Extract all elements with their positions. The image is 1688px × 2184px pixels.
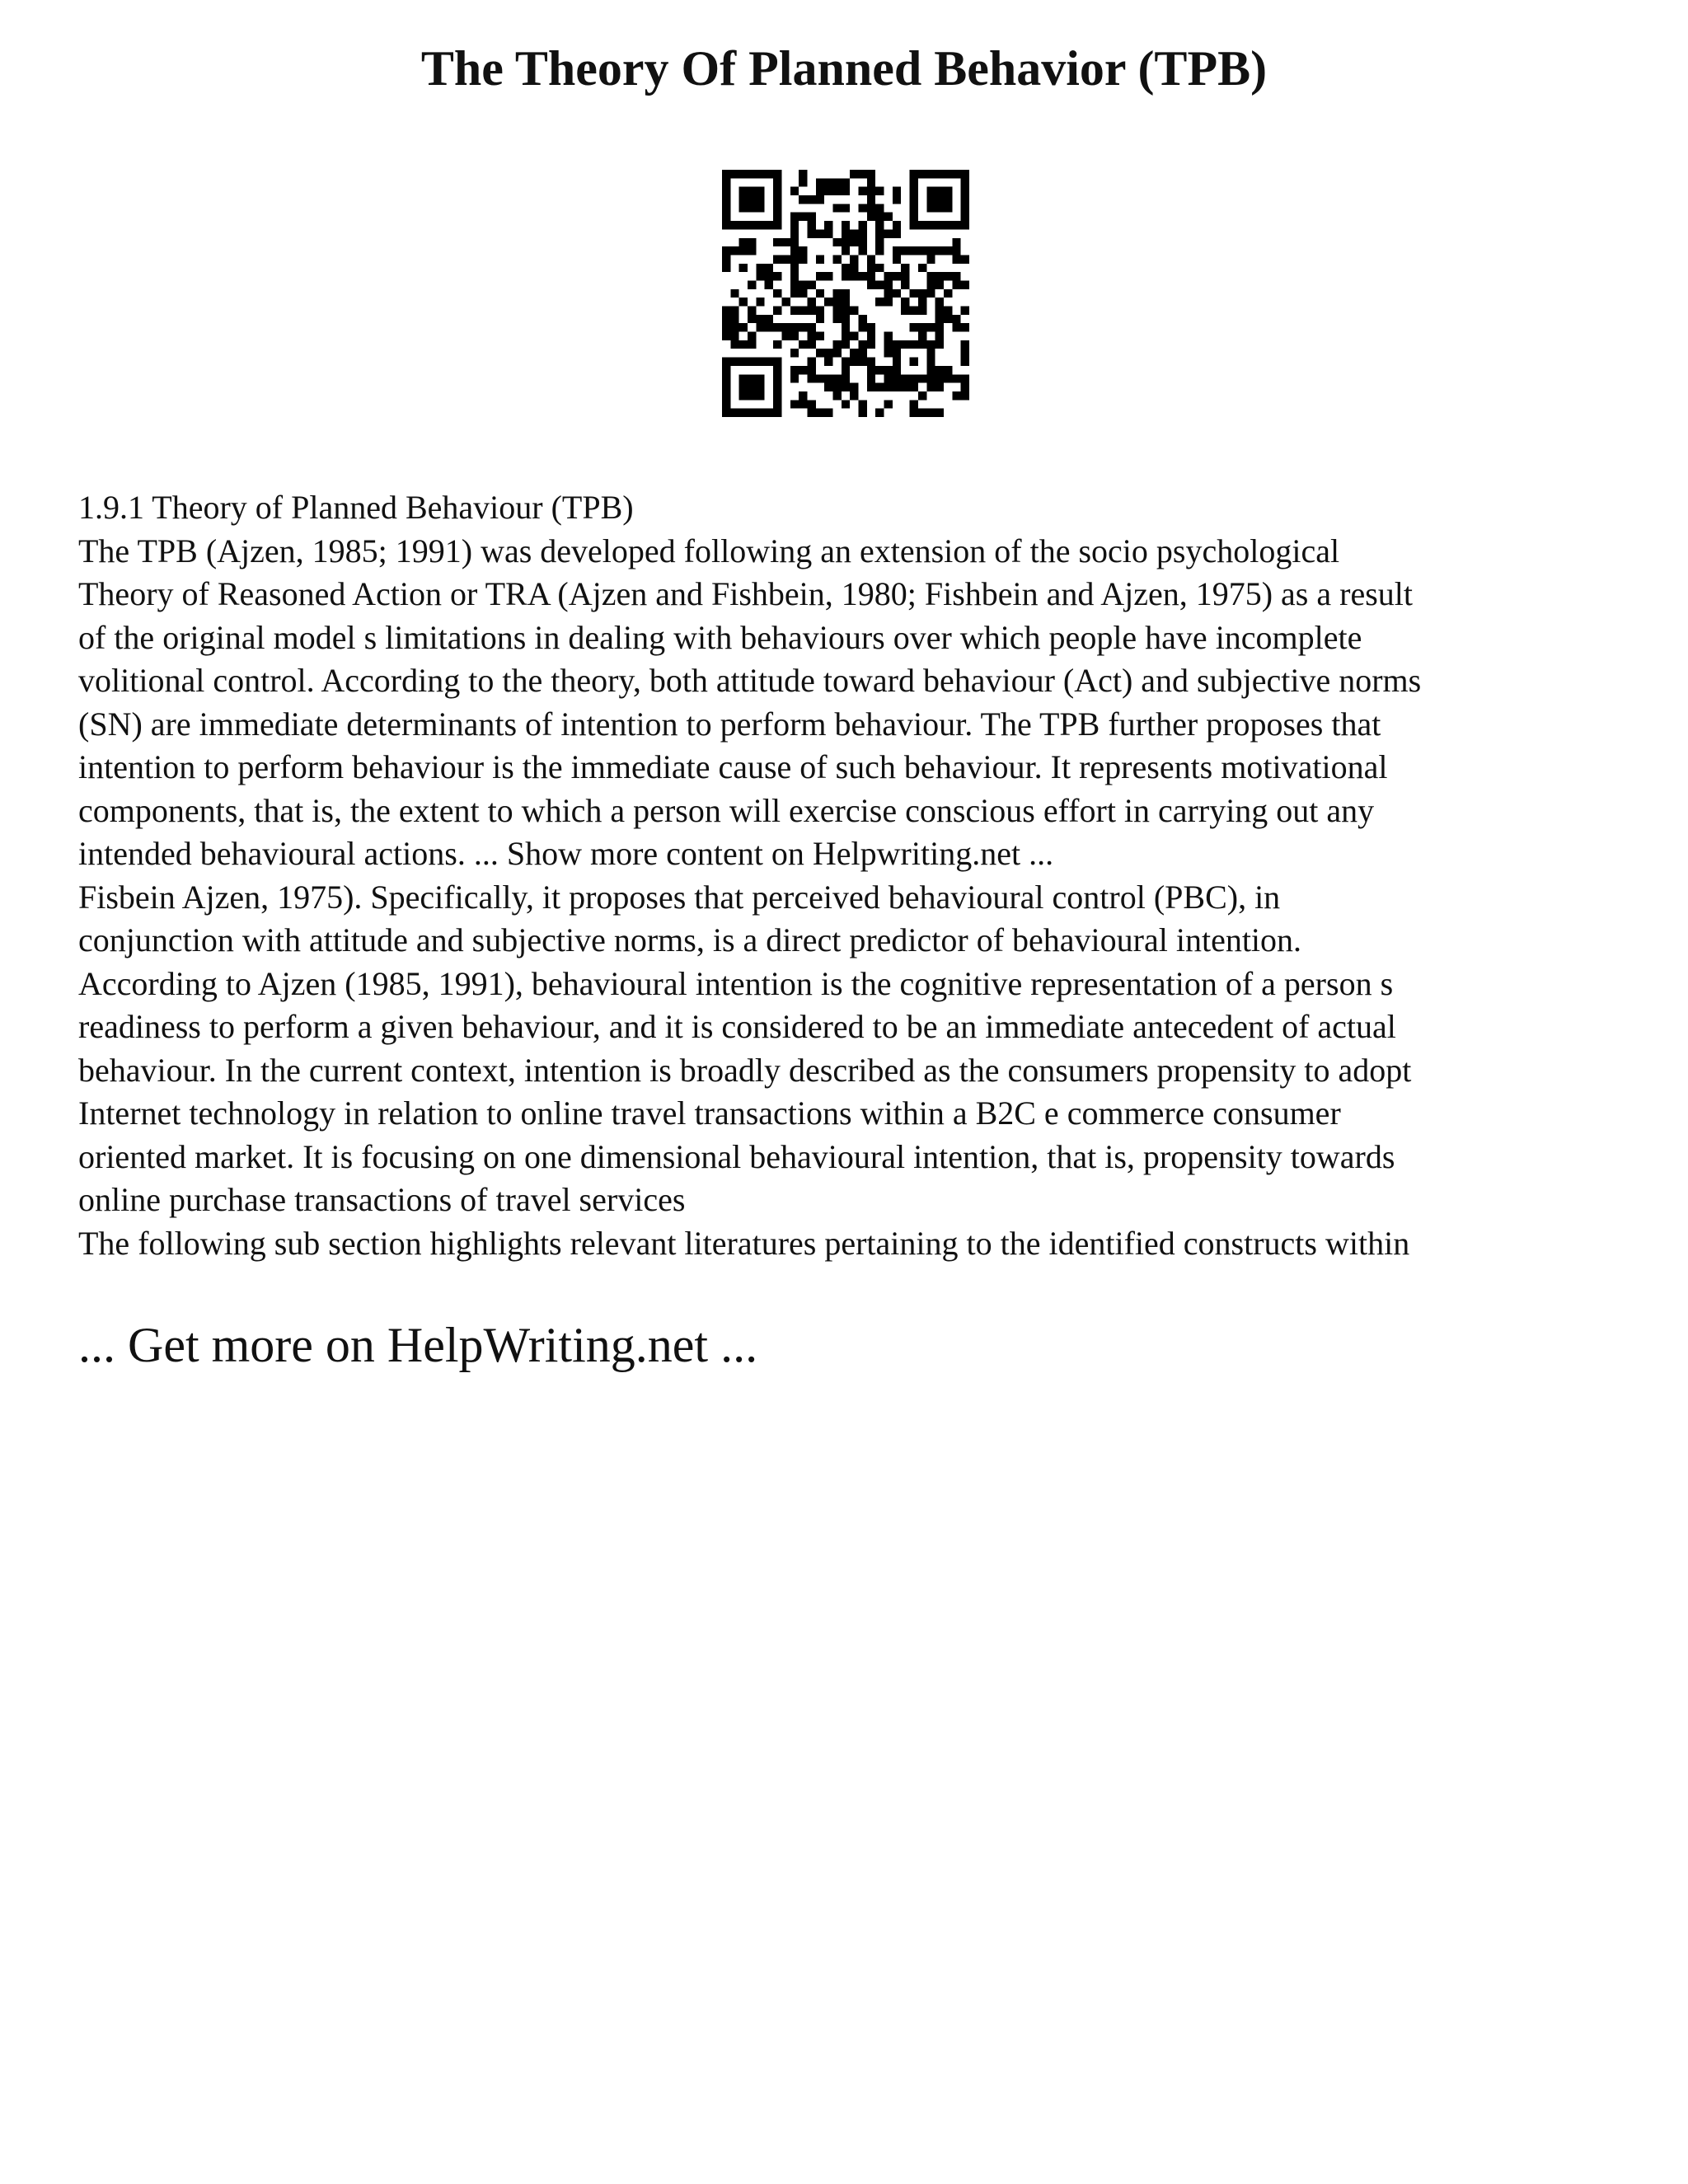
body-line: intended behavioural actions. ... Show more content on Helpwriting.net ... (78, 835, 1054, 872)
body-line: Internet technology in relation to online travel transactions within a B2C e commerce consumer (78, 1094, 1341, 1132)
body-line: conjunction with attitude and subjective norms, is a direct predictor of behavioural intention. (78, 921, 1302, 958)
body-line: The following sub section highlights relevant literatures pertaining to the identified constructs within (78, 1224, 1410, 1262)
qr-code-icon[interactable] (722, 170, 969, 417)
body-line: According to Ajzen (1985, 1991), behavioural intention is the cognitive representation of a person s (78, 964, 1394, 1002)
body-line: Theory of Reasoned Action or TRA (Ajzen and Fishbein, 1980; Fishbein and Ajzen, 1975) as a result (78, 575, 1413, 612)
page-title: The Theory Of Planned Behavior (TPB) (420, 41, 1268, 96)
body-line: online purchase transactions of travel services (78, 1181, 686, 1218)
body-line: behaviour. In the current context, intention is broadly described as the consumers propensity to adopt (78, 1051, 1412, 1089)
body-line: Fisbein Ajzen, 1975). Specifically, it proposes that perceived behavioural control (PBC), in (78, 878, 1281, 916)
qr-code-graphic (722, 170, 969, 417)
get-more-link[interactable]: ... Get more on HelpWriting.net ... (78, 1318, 758, 1372)
body-line: readiness to perform a given behaviour, and it is considered to be an immediate antecedent of actual (78, 1008, 1396, 1045)
section-heading: 1.9.1 Theory of Planned Behaviour (TPB) (78, 489, 634, 526)
article-body (78, 486, 1644, 1265)
body-line: (SN) are immediate determinants of intention to perform behaviour. The TPB further proposes that (78, 705, 1381, 743)
body-line: intention to perform behaviour is the immediate cause of such behaviour. It represents motivational (78, 748, 1388, 785)
body-line: oriented market. It is focusing on one dimensional behavioural intention, that is, propensity towards (78, 1137, 1395, 1175)
body-line: The TPB (Ajzen, 1985; 1991) was developed following an extension of the socio psychological (78, 532, 1340, 569)
body-line: of the original model s limitations in dealing with behaviours over which people have incomplete (78, 618, 1362, 656)
body-line: components, that is, the extent to which a person will exercise conscious effort in carrying out any (78, 791, 1375, 829)
body-line: volitional control. According to the theory, both attitude toward behaviour (Act) and subjective norms (78, 662, 1422, 699)
